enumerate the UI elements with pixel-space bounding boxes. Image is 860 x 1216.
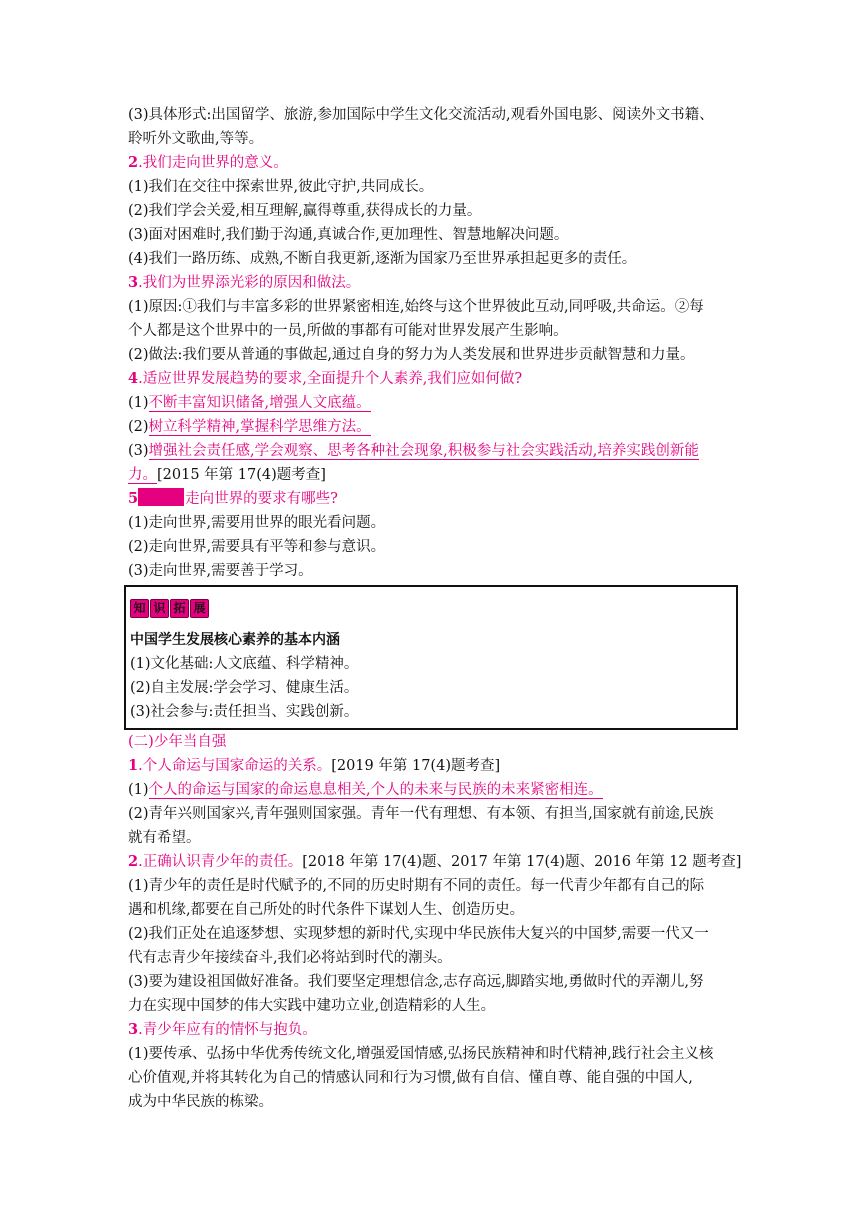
exam-reference: [2018 年第 17(4)题、2017 年第 17(4)题、2016 年第 12 题考查] [302, 854, 742, 870]
underlined-answer: 树立科学精神,掌握科学思维方法。 [148, 419, 371, 435]
list-item: (2)我们学会关爱,相互理解,赢得尊重,获得成长的力量。 [128, 203, 482, 219]
paragraph-line: 代有志青少年接续奋斗,我们必将站到时代的潮头。 [128, 950, 452, 966]
badge-char: 识 [150, 599, 169, 618]
heading-text: .正确认识青少年的责任。 [138, 854, 303, 870]
paragraph-line: 就有希望。 [128, 830, 201, 846]
item-prefix: (3) [128, 443, 149, 459]
box-title: 中国学生发展核心素养的基本内涵 [130, 632, 340, 648]
heading-number: 3 [128, 1021, 139, 1038]
heading-text: 走向世界的要求有哪些? [185, 491, 338, 507]
exam-reference: [2019 年第 17(4)题考查] [331, 758, 501, 774]
list-item: (4)我们一路历练、成熟,不断自我更新,逐渐为国家乃至世界承担起更多的责任。 [128, 251, 637, 267]
heading-number: 1 [128, 757, 139, 774]
paragraph-line: 力在实现中国梦的伟大实践中建功立业,创造精彩的人生。 [128, 998, 496, 1014]
list-item: (3)走向世界,需要善于学习。 [128, 563, 313, 579]
answer-item [128, 391, 740, 415]
item-prefix: (1) [128, 395, 149, 411]
paragraph-line: 心价值观,并将其转化为自己的情感认同和行为习惯,做有自信、懂自尊、能自强的中国人, [128, 1070, 693, 1086]
paragraph-line: (3)要为建设祖国做好准备。我们要坚定理想信念,志存高远,脚踏实地,勇做时代的弄潮儿,努 [128, 974, 704, 990]
document-page [128, 103, 740, 1114]
answer-item [128, 463, 740, 487]
paragraph-line: (1)原因:①我们与丰富多彩的世界紧密相连,始终与这个世界彼此互动,同呼吸,共命运。②每 [128, 299, 704, 315]
list-item: (1)我们在交往中探索世界,彼此守护,共同成长。 [128, 179, 434, 195]
heading-2 [128, 151, 740, 175]
paragraph-line: (2)青年兴则国家兴,青年强则国家强。青年一代有理想、有本领、有担当,国家就有前途,民族 [128, 806, 714, 822]
heading-4 [128, 367, 740, 391]
box-item: (2)自主发展:学会学习、健康生活。 [130, 680, 359, 696]
paragraph-line: (1)青少年的责任是时代赋予的,不同的历史时期有不同的责任。每一代青少年都有自己的际 [128, 878, 705, 894]
paragraph-line: (1)要传承、弘扬中华优秀传统文化,增强爱国情感,弘扬民族精神和时代精神,践行社会主义核 [128, 1046, 714, 1062]
heading-text: .我们为世界添光彩的原因和做法。 [138, 275, 361, 291]
paragraph-line: 个人都是这个世界中的一员,所做的事都有可能对世界发展产生影响。 [128, 323, 568, 339]
heading-number: 4 [128, 370, 139, 387]
section-title: (二)少年当自强 [128, 734, 227, 750]
heading-5 [128, 487, 740, 511]
item-prefix: (1) [128, 782, 149, 798]
heading-text: .青少年应有的情怀与抱负。 [138, 1022, 317, 1038]
answer-item [128, 439, 740, 463]
paragraph-line: (2)我们正处在追逐梦想、实现梦想的新时代,实现中华民族伟大复兴的中国梦,需要一代又一 [128, 926, 709, 942]
list-item: (2)走向世界,需要具有平等和参与意识。 [128, 539, 386, 555]
paragraph-line: 聆听外文歌曲,等等。 [128, 131, 264, 147]
list-item: (3)面对困难时,我们勤于沟通,真诚合作,更加理性、智慧地解决问题。 [128, 227, 569, 243]
knowledge-extension-box [124, 585, 738, 730]
heading-number: 5 [128, 490, 139, 507]
paragraph-line: 成为中华民族的栋梁。 [128, 1094, 273, 1110]
underlined-answer: 个人的命运与国家的命运息息相关,个人的未来与民族的未来紧密相连。 [148, 782, 603, 798]
heading-number: 3 [128, 274, 139, 291]
answer-item [128, 415, 740, 439]
underlined-answer: 力。 [128, 467, 157, 483]
heading-number: 2 [128, 154, 139, 171]
underlined-answer: 增强社会责任感,学会观察、思考各种社会现象,积极参与社会实践活动,培养实践创新能 [148, 443, 699, 459]
box-item: (3)社会参与:责任担当、实践创新。 [130, 704, 359, 720]
paragraph-line: (3)具体形式:出国留学、旅游,参加国际中学生文化交流活动,观看外国电影、阅读外文书籍、 [128, 107, 714, 123]
answer-item [128, 778, 740, 802]
heading-number: 2 [128, 853, 139, 870]
heading-b2 [128, 850, 740, 874]
list-item: (1)走向世界,需要用世界的眼光看问题。 [128, 515, 386, 531]
heading-text: .适应世界发展趋势的要求,全面提升个人素养,我们应如何做? [138, 371, 523, 387]
underlined-answer: 不断丰富知识储备,增强人文底蕴。 [148, 395, 371, 411]
heading-3 [128, 271, 740, 295]
paragraph-line: 遇和机缘,都要在自己所处的时代条件下谋划人生、创造历史。 [128, 902, 525, 918]
heading-b3 [128, 1018, 740, 1042]
knowledge-extension-badge [130, 599, 209, 618]
heading-b1 [128, 754, 740, 778]
heading-text: .我们走向世界的意义。 [138, 155, 288, 171]
badge-char: 展 [190, 599, 209, 618]
box-item: (1)文化基础:人文底蕴、科学精神。 [130, 656, 359, 672]
exam-reference: [2015 年第 17(4)题考查] [157, 467, 326, 483]
item-prefix: (2) [128, 419, 149, 435]
highlight-block [138, 488, 184, 506]
badge-char: 知 [130, 599, 149, 618]
heading-text: .个人命运与国家命运的关系。 [138, 758, 332, 774]
paragraph-line: (2)做法:我们要从普通的事做起,通过自身的努力为人类发展和世界进步贡献智慧和力量。 [128, 347, 695, 363]
badge-char: 拓 [170, 599, 189, 618]
